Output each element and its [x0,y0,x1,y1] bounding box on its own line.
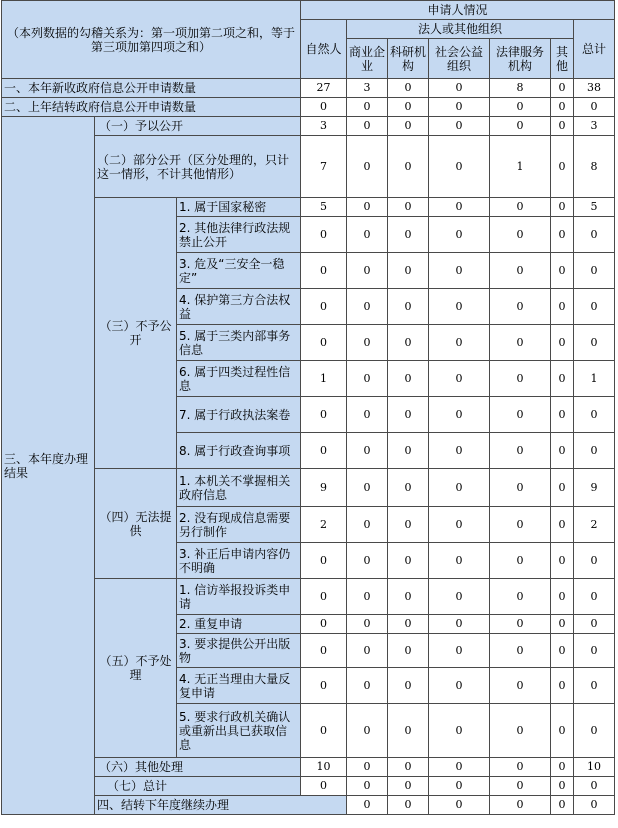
data-cell: 0 [429,361,490,397]
data-cell: 0 [429,758,490,777]
data-cell: 0 [301,397,347,433]
subgroup-label-text: （三）不予公开 [99,319,172,347]
data-cell: 0 [388,253,429,289]
row-label [2,79,301,98]
data-cell: 0 [551,433,574,469]
data-cell: 1 [301,361,347,397]
subgroup-label-text: （四）无法提供 [99,509,172,538]
data-cell: 0 [490,668,551,704]
item-label [177,433,301,469]
data-cell: 0 [574,615,615,634]
data-cell: 0 [388,217,429,253]
data-cell: 0 [301,634,347,668]
data-cell: 0 [490,796,551,815]
data-cell: 0 [490,198,551,217]
item-label-text: 3. 要求提供公开出版物 [179,636,291,665]
data-cell: 0 [301,325,347,361]
data-cell: 0 [301,543,347,579]
item-label [177,543,301,579]
data-cell: 0 [388,361,429,397]
sub-column-header [347,39,388,79]
data-cell: 0 [429,634,490,668]
row-label-text: 四、结转下年度继续办理 [97,798,230,812]
data-cell: 0 [490,579,551,615]
item-label [177,198,301,217]
sub-column-label: 科研机构 [390,44,427,73]
data-cell: 0 [574,668,615,704]
row-label [95,136,301,198]
section-three-label-text: 三、本年度办理结果 [4,451,89,480]
subgroup-label [95,198,177,469]
data-cell: 1 [574,361,615,397]
data-cell: 0 [574,253,615,289]
row-label-text: 一、本年新收政府信息公开申请数量 [4,81,197,95]
data-cell: 0 [551,361,574,397]
data-cell: 0 [490,543,551,579]
sub-column-header [551,39,574,79]
item-label-text: 1. 本机关不掌握相关政府信息 [179,473,291,502]
data-cell: 0 [551,469,574,507]
data-cell: 0 [388,543,429,579]
data-cell: 0 [347,397,388,433]
item-label-text: 5. 属于三类内部事务信息 [179,328,291,357]
data-cell: 0 [551,217,574,253]
data-cell: 0 [490,507,551,543]
data-cell: 0 [388,758,429,777]
item-label-text: 2. 没有现成信息需要另行制作 [179,510,291,539]
item-label [177,615,301,634]
data-cell: 0 [388,796,429,815]
data-cell: 0 [429,98,490,117]
row-label-text: （七）总计 [107,779,168,793]
row-label [95,777,301,796]
data-cell: 0 [574,796,615,815]
data-cell: 3 [574,117,615,136]
data-cell: 0 [429,777,490,796]
data-cell: 0 [490,117,551,136]
item-label [177,507,301,543]
sub-column-label: 法律服务机构 [495,44,544,73]
table-row [2,98,615,117]
data-cell: 10 [301,758,347,777]
sub-column-header [490,39,551,79]
item-label-text: 2. 重复申请 [179,617,243,631]
row-label-text: 二、上年结转政府信息公开申请数量 [4,100,197,114]
data-cell: 0 [429,507,490,543]
data-cell: 0 [429,136,490,198]
data-cell: 0 [490,615,551,634]
item-label [177,579,301,615]
data-cell: 0 [574,579,615,615]
total-label: 总计 [582,42,607,56]
data-cell: 0 [347,198,388,217]
data-cell: 0 [490,469,551,507]
item-label-text: 1. 信访举报投诉类申请 [179,582,291,611]
item-label [177,253,301,289]
data-cell: 0 [429,433,490,469]
row-label [95,117,301,136]
data-cell: 0 [429,579,490,615]
item-label [177,289,301,325]
data-cell: 9 [574,469,615,507]
data-cell: 0 [551,98,574,117]
data-cell: 0 [347,634,388,668]
data-cell: 0 [388,579,429,615]
data-cell: 0 [347,253,388,289]
data-cell: 0 [347,507,388,543]
data-cell: 0 [490,634,551,668]
data-cell: 0 [347,136,388,198]
data-cell: 0 [347,777,388,796]
data-cell: 0 [551,289,574,325]
data-cell: 0 [574,325,615,361]
item-label [177,634,301,668]
data-cell: 0 [347,289,388,325]
data-cell: 0 [574,433,615,469]
data-cell: 0 [429,796,490,815]
data-cell: 38 [574,79,615,98]
total-header [574,20,615,79]
data-cell: 5 [301,198,347,217]
data-cell: 0 [301,579,347,615]
data-cell: 0 [429,704,490,758]
data-cell: 3 [347,79,388,98]
data-cell: 0 [429,117,490,136]
sub-column-label: 商业企业 [349,44,386,73]
row-label-text: （一）予以公开 [99,119,184,133]
data-cell: 8 [574,136,615,198]
data-cell: 1 [490,136,551,198]
natural-person-label: 自然人 [305,42,342,56]
data-cell: 0 [388,507,429,543]
item-label-text: 8. 属于行政查询事项 [179,443,291,458]
data-cell: 0 [490,217,551,253]
data-cell: 8 [490,79,551,98]
item-label [177,325,301,361]
data-cell: 0 [490,325,551,361]
government-info-disclosure-table [1,0,615,815]
data-cell: 0 [574,289,615,325]
row-label [95,758,301,777]
data-cell: 0 [301,777,347,796]
data-cell: 0 [551,136,574,198]
data-cell: 0 [429,469,490,507]
table-note: （本列数据的勾稽关系为：第一项加第二项之和，等于第三项加第四项之和） [6,25,295,54]
item-label [177,361,301,397]
data-cell: 0 [388,117,429,136]
sub-column-header [388,39,429,79]
data-cell: 0 [490,777,551,796]
data-cell: 0 [551,198,574,217]
item-label [177,217,301,253]
data-cell: 0 [301,615,347,634]
data-cell: 0 [347,543,388,579]
data-cell: 0 [347,796,388,815]
data-cell: 0 [347,668,388,704]
data-cell: 0 [551,507,574,543]
data-cell: 3 [301,117,347,136]
data-cell: 0 [429,397,490,433]
data-cell: 5 [574,198,615,217]
legal-person-group-label: 法人或其他组织 [417,22,502,36]
data-cell: 0 [551,397,574,433]
data-cell: 0 [301,289,347,325]
data-cell: 0 [429,615,490,634]
legal-person-group-header [347,20,574,39]
data-cell: 0 [388,325,429,361]
sub-column-label: 其他 [555,44,568,73]
data-cell: 0 [301,668,347,704]
data-cell: 0 [347,433,388,469]
item-label-text: 1. 属于国家秘密 [179,200,267,214]
item-label [177,704,301,758]
data-cell: 0 [551,117,574,136]
item-label-text: 4. 保护第三方合法权益 [179,292,291,321]
item-label [177,397,301,433]
item-label-text: 3. 补正后申请内容仍不明确 [179,546,291,575]
data-cell: 0 [551,668,574,704]
item-label-text: 3. 危及“三安全一稳定” [179,256,285,285]
data-cell: 0 [490,98,551,117]
item-label-text: 2. 其他法律行政法规禁止公开 [179,220,291,249]
data-cell: 0 [388,79,429,98]
data-cell: 2 [574,507,615,543]
data-cell: 0 [551,325,574,361]
item-label [177,469,301,507]
data-cell: 0 [429,668,490,704]
data-cell: 0 [347,117,388,136]
data-cell: 0 [388,668,429,704]
data-cell: 0 [429,289,490,325]
data-cell: 0 [388,397,429,433]
data-cell: 0 [347,469,388,507]
data-cell: 0 [347,579,388,615]
data-cell: 0 [301,253,347,289]
data-cell: 0 [551,777,574,796]
table-row [2,117,615,136]
row-label [95,796,347,815]
natural-person-header [301,20,347,79]
data-cell: 0 [347,361,388,397]
data-cell: 0 [388,634,429,668]
data-cell: 0 [301,98,347,117]
row-label [2,98,301,117]
section-three-label [2,117,95,815]
data-cell: 0 [490,433,551,469]
data-cell: 0 [490,758,551,777]
data-cell: 0 [551,796,574,815]
applicant-situation-label: 申请人情况 [427,3,488,17]
data-cell: 2 [301,507,347,543]
data-cell: 0 [574,98,615,117]
data-cell: 10 [574,758,615,777]
data-cell: 0 [388,289,429,325]
data-cell: 0 [551,758,574,777]
subgroup-label-text: （五）不予处理 [99,654,172,682]
data-cell: 0 [490,361,551,397]
data-cell: 0 [551,615,574,634]
data-cell: 0 [551,634,574,668]
data-cell: 0 [429,253,490,289]
item-label [177,668,301,704]
data-cell: 0 [574,217,615,253]
data-cell: 0 [388,777,429,796]
data-cell: 0 [574,543,615,579]
item-label-text: 7. 属于行政执法案卷 [179,407,291,422]
sub-column-label: 社会公益组织 [434,44,483,73]
data-cell: 7 [301,136,347,198]
data-cell: 0 [388,433,429,469]
data-cell: 0 [388,704,429,758]
data-cell: 0 [301,704,347,758]
data-cell: 0 [551,579,574,615]
data-cell: 0 [388,469,429,507]
data-cell: 9 [301,469,347,507]
data-cell: 0 [347,758,388,777]
item-label-text: 5. 要求行政机关确认或重新出具已获取信息 [179,709,291,752]
data-cell: 0 [429,325,490,361]
table-row [2,79,615,98]
data-cell: 0 [347,704,388,758]
data-cell: 0 [574,634,615,668]
data-cell: 0 [429,543,490,579]
data-cell: 0 [301,433,347,469]
data-cell: 0 [388,136,429,198]
data-cell: 0 [490,397,551,433]
subgroup-label [95,469,177,579]
data-cell: 0 [388,198,429,217]
data-cell: 0 [490,289,551,325]
data-cell: 0 [490,704,551,758]
item-label-text: 4. 无正当理由大量反复申请 [179,671,291,700]
data-cell: 27 [301,79,347,98]
item-label-text: 6. 属于四类过程性信息 [179,364,291,393]
applicant-situation-header [301,1,615,20]
data-cell: 0 [388,98,429,117]
data-cell: 0 [347,615,388,634]
data-cell: 0 [347,98,388,117]
data-cell: 0 [301,217,347,253]
data-cell: 0 [551,543,574,579]
data-cell: 0 [551,704,574,758]
table-note-cell [2,1,301,79]
data-cell: 0 [429,79,490,98]
data-cell: 0 [574,704,615,758]
data-cell: 0 [429,217,490,253]
data-cell: 0 [551,253,574,289]
data-cell: 0 [574,777,615,796]
data-cell: 0 [574,397,615,433]
sub-column-header [429,39,490,79]
data-cell: 0 [347,217,388,253]
data-cell: 0 [347,325,388,361]
row-label-text: （二）部分公开（区分处理的，只计这一情形，不计其他情形） [97,152,290,181]
row-label-text: （六）其他处理 [99,760,184,774]
data-cell: 0 [388,615,429,634]
subgroup-label [95,579,177,758]
data-cell: 0 [551,79,574,98]
data-cell: 0 [429,198,490,217]
data-cell: 0 [490,253,551,289]
